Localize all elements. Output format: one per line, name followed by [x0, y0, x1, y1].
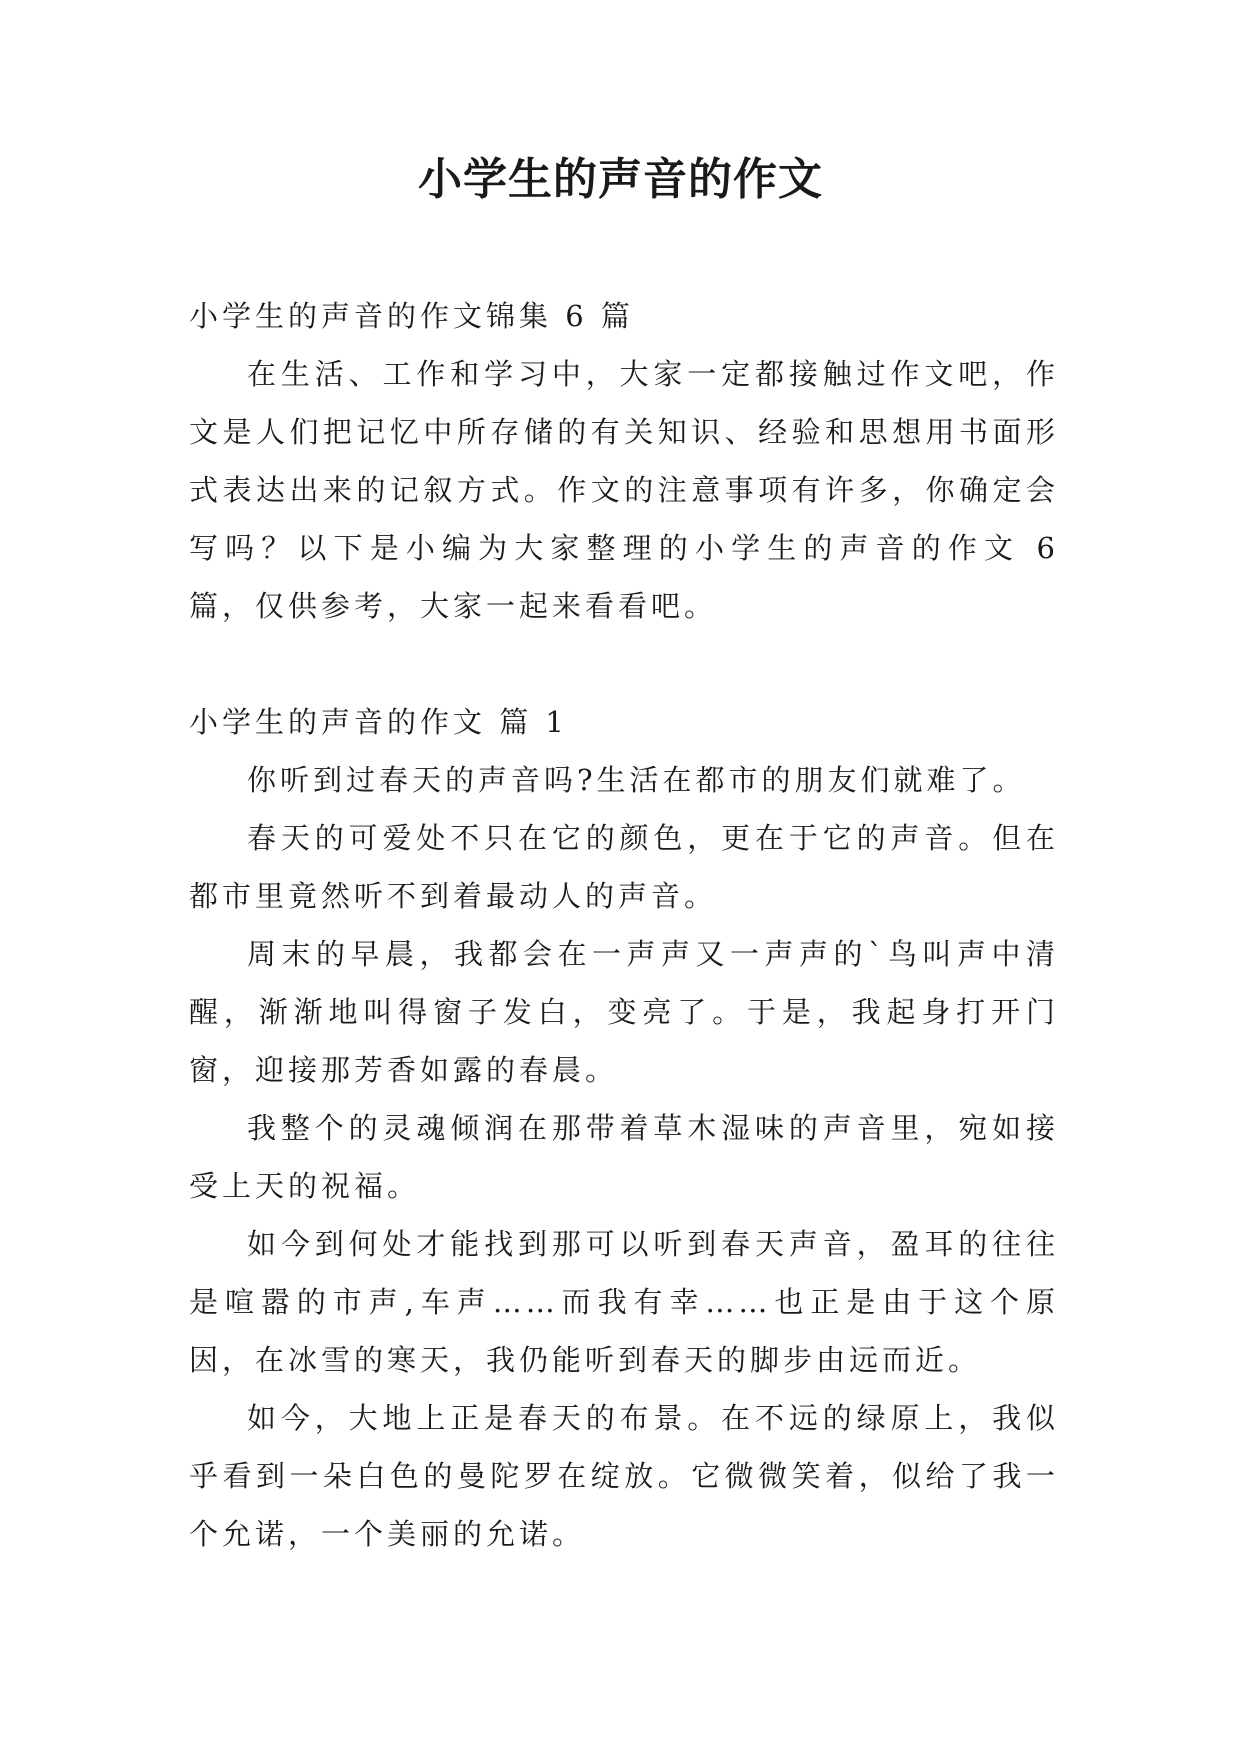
- section-heading: 小学生的声音的作文 篇 1: [189, 705, 568, 739]
- section-spacer: [189, 635, 1059, 693]
- document-title: 小学生的声音的作文: [418, 154, 823, 205]
- paragraph-4: 我整个的灵魂倾润在那带着草木湿味的声音里，宛如接受上天的祝福。: [189, 1111, 1059, 1203]
- paragraph-2: 春天的可爱处不只在它的颜色，更在于它的声音。但在都市里竟然听不到着最动人的声音。: [189, 821, 1059, 913]
- intro-paragraph: 在生活、工作和学习中，大家一定都接触过作文吧，作文是人们把记忆中所存储的有关知识、经验和思想用书面形式表达出来的记叙方式。作文的注意事项有许多，你确定会写吗？以下是小编为大家整理的小学生的声音的作文 6 篇，仅供参考，大家一起来看看吧。: [189, 357, 1059, 623]
- paragraph-3: 周末的早晨，我都会在一声声又一声声的`鸟叫声中清醒，渐渐地叫得窗子发白，变亮了。于是，我起身打开门窗，迎接那芳香如露的春晨。: [189, 937, 1059, 1087]
- paragraph-5: 如今到何处才能找到那可以听到春天声音，盈耳的往往是喧嚣的市声,车声……而我有幸……也正是由于这个原因，在冰雪的寒天，我仍能听到春天的脚步由远而近。: [189, 1227, 1059, 1377]
- paragraph-1: 你听到过春天的声音吗?生活在都市的朋友们就难了。: [247, 763, 1026, 797]
- collection-subtitle: 小学生的声音的作文锦集 6 篇: [189, 299, 634, 333]
- paragraph-6: 如今，大地上正是春天的布景。在不远的绿原上，我似乎看到一朵白色的曼陀罗在绽放。它微微笑着，似给了我一个允诺，一个美丽的允诺。: [189, 1401, 1059, 1551]
- document-body: [189, 287, 1059, 1563]
